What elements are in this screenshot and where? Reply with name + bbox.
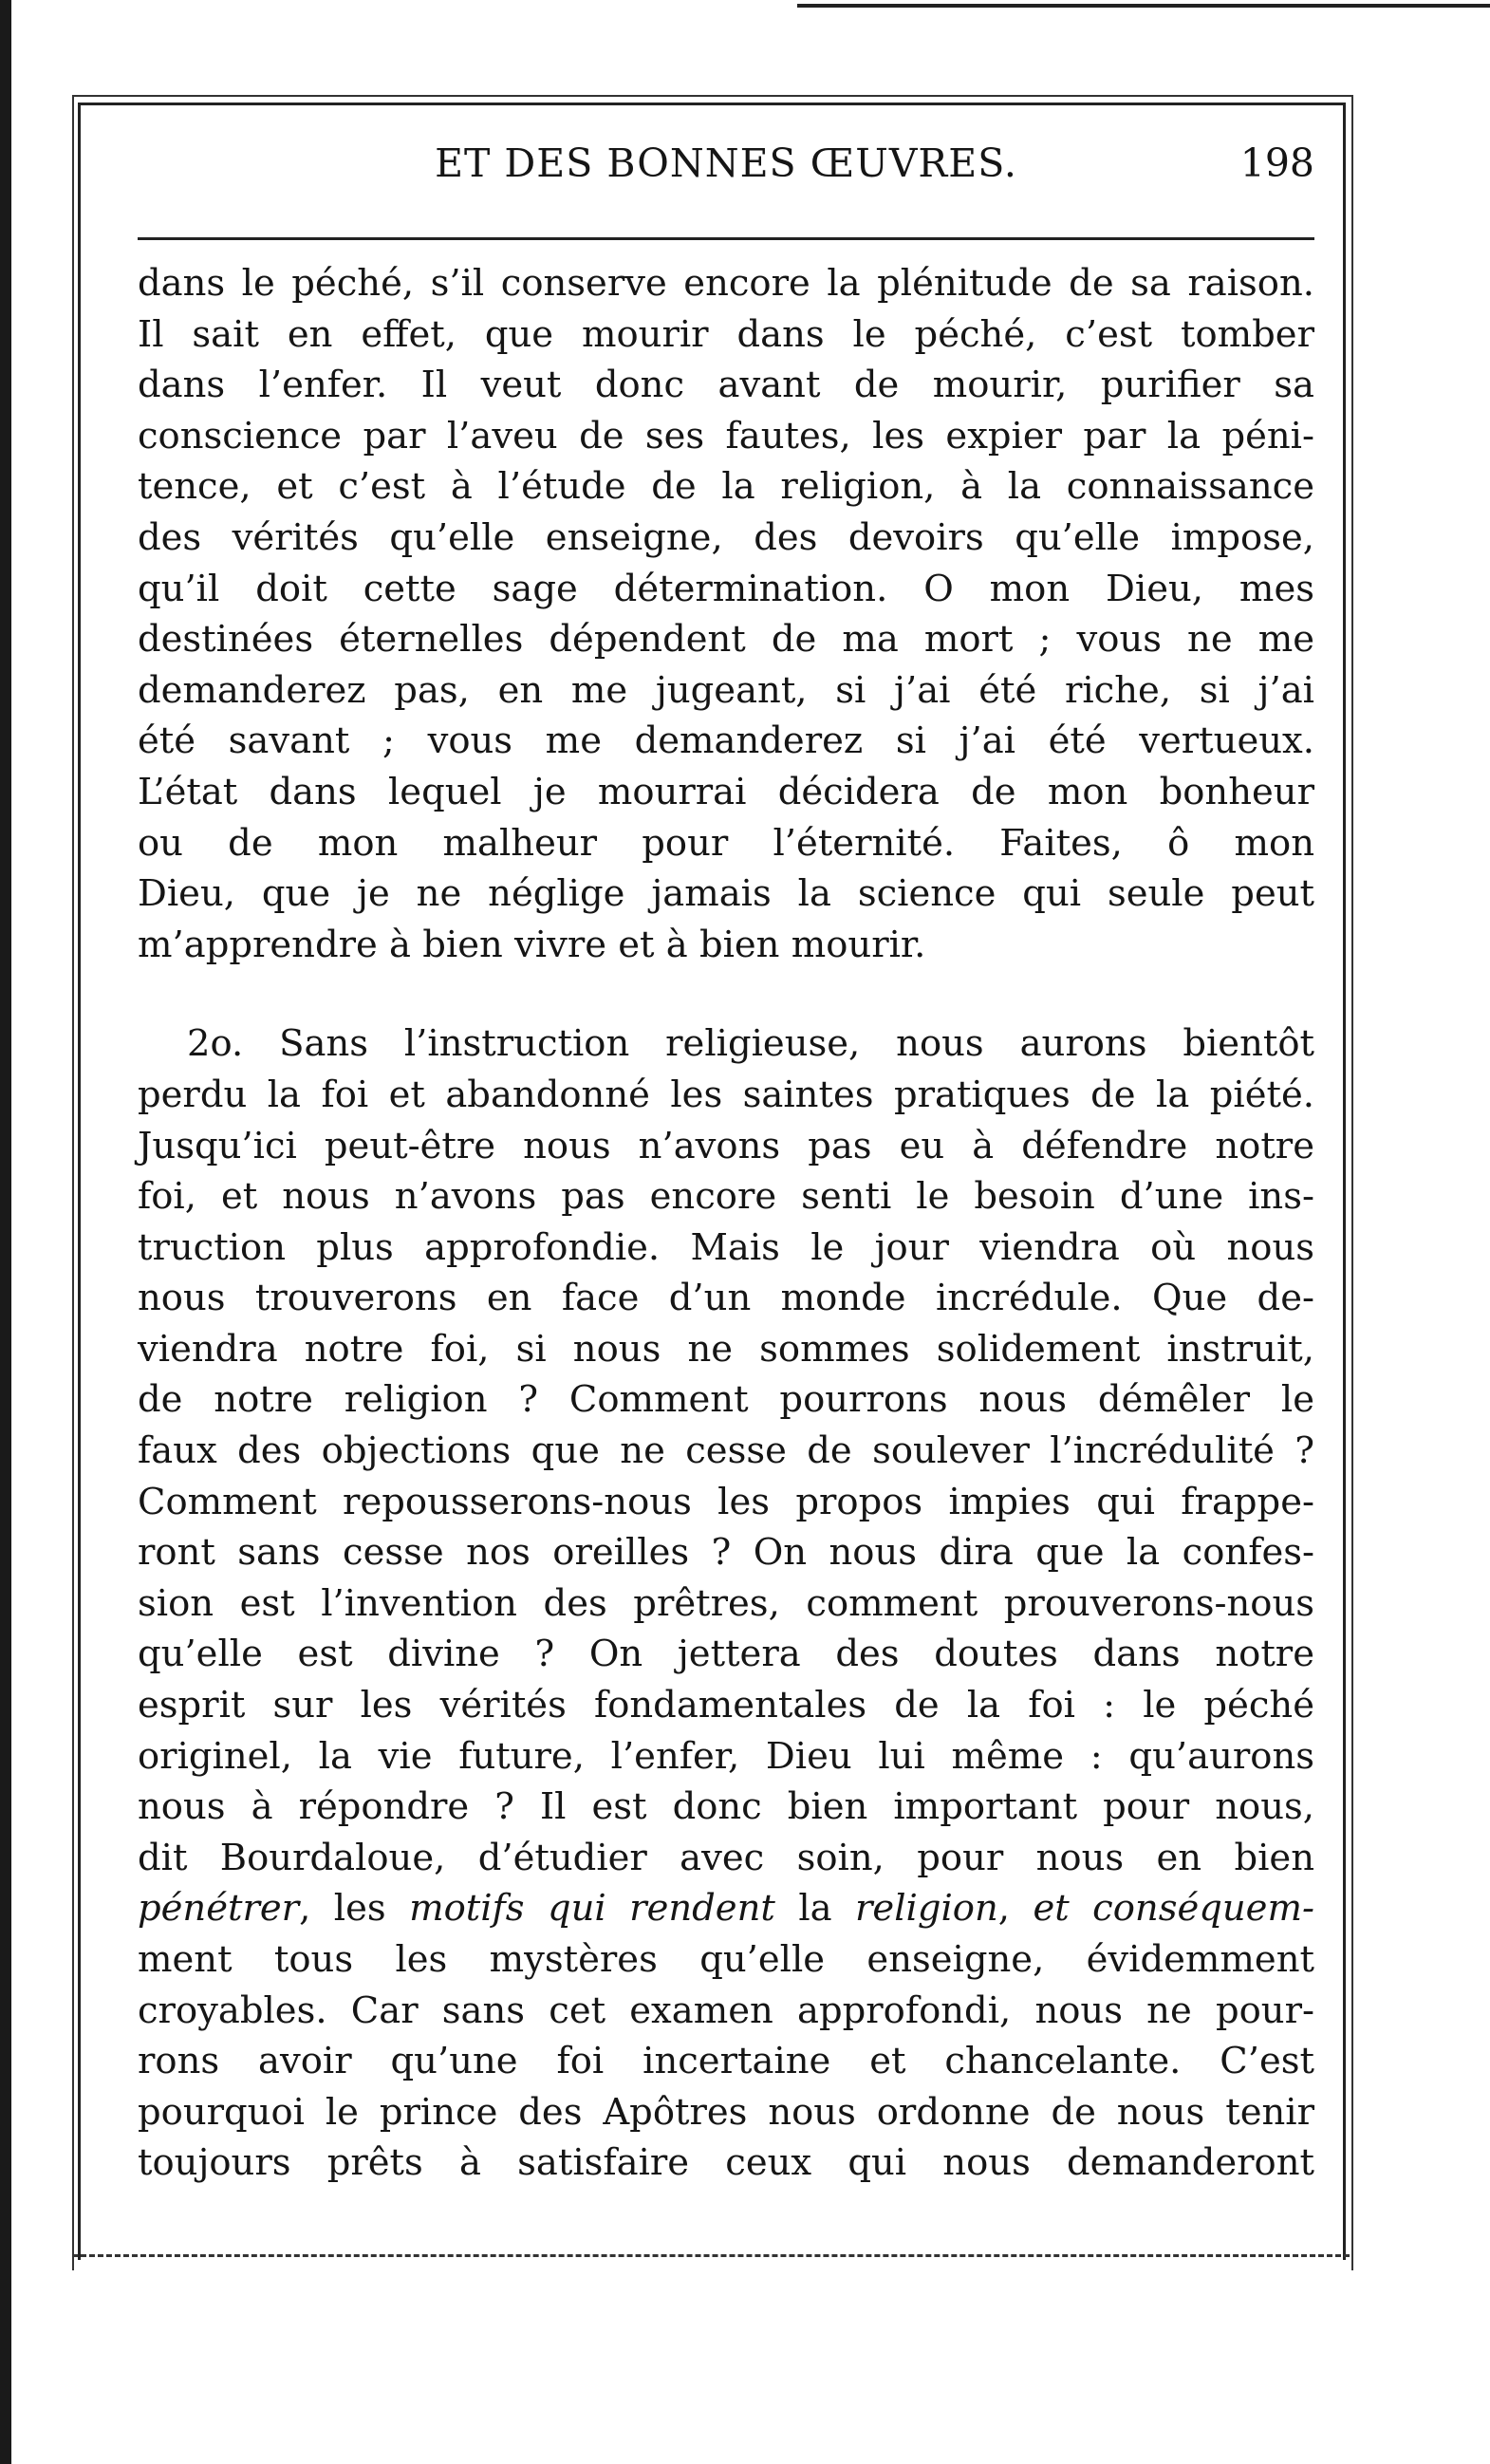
text-line: Il sait en effet, que mourir dans le péché, c’est tomber xyxy=(138,312,1314,356)
text-line: rons avoir qu’une foi incertaine et chancelante. C’est xyxy=(138,2040,1314,2083)
header-rule xyxy=(138,237,1314,240)
text-line: croyables. Car sans cet examen approfondi, nous ne pour- xyxy=(138,1988,1314,2032)
text-line: qu’il doit cette sage détermination. O mon Dieu, mes xyxy=(138,567,1314,610)
text-line: Dieu, que je ne néglige jamais la science qui seule peut xyxy=(138,872,1314,916)
text-line: sion est l’invention des prêtres, comment prouverons-nous xyxy=(138,1581,1314,1625)
text-line: faux des objections que ne cesse de soulever l’incrédulité ? xyxy=(138,1429,1314,1473)
text-line-mixed-italic xyxy=(138,1883,1314,1934)
text-line: ront sans cesse nos oreilles ? On nous dira que la confes- xyxy=(138,1531,1314,1575)
italic-text: religion xyxy=(855,1887,998,1931)
text-line: nous à répondre ? Il est donc bien important pour nous, xyxy=(138,1785,1314,1829)
italic-text: pénétrer xyxy=(138,1887,300,1931)
text-line: pourquoi le prince des Apôtres nous ordonne de nous tenir xyxy=(138,2090,1314,2134)
text-line: 2o. Sans l’instruction religieuse, nous aurons bientôt xyxy=(187,1022,1314,1066)
roman-text: la xyxy=(774,1887,856,1931)
scan-edge xyxy=(0,0,11,2464)
italic-text: et conséquem- xyxy=(1033,1887,1314,1931)
text-line: qu’elle est divine ? On jettera des doutes dans notre xyxy=(138,1633,1314,1676)
italic-text: motifs qui rendent xyxy=(409,1887,775,1931)
text-line: tence, et c’est à l’étude de la religion, à la connaissance xyxy=(138,465,1314,509)
scan-edge-top xyxy=(797,4,1490,8)
text-line: m’apprendre à bien vivre et à bien mourir. xyxy=(138,923,926,966)
text-line: L’état dans lequel je mourrai décidera de mon bonheur xyxy=(138,770,1314,813)
page-frame-bottom xyxy=(72,2254,1350,2257)
text-line: conscience par l’aveu de ses fautes, les expier par la péni- xyxy=(138,414,1314,457)
text-line: destinées éternelles dépendent de ma mort ; vous ne me xyxy=(138,618,1314,662)
roman-text: , les xyxy=(299,1887,410,1931)
text-line: ment tous les mystères qu’elle enseigne, évidemment xyxy=(138,1938,1314,1981)
text-line: été savant ; vous me demanderez si j’ai été vertueux. xyxy=(138,719,1314,763)
text-line: dans l’enfer. Il veut donc avant de mourir, purifier sa xyxy=(138,364,1314,407)
page-number: 198 xyxy=(1239,140,1314,186)
paragraph-gap xyxy=(138,970,1314,1018)
text-line: truction plus approfondie. Mais le jour viendra où nous xyxy=(138,1225,1314,1269)
text-line: foi, et nous n’avons pas encore senti le besoin d’une ins- xyxy=(138,1175,1314,1219)
running-title: ET DES BONNES ŒUVRES. xyxy=(435,140,1017,186)
text-line: dans le péché, s’il conserve encore la plénitude de sa raison. xyxy=(138,262,1314,305)
text-line: de notre religion ? Comment pourrons nous démêler le xyxy=(138,1378,1314,1422)
text-line: esprit sur les vérités fondamentales de la foi : le péché xyxy=(138,1684,1314,1727)
text-line: Comment repousserons-nous les propos impies qui frappe- xyxy=(138,1480,1314,1523)
roman-text: , xyxy=(997,1887,1034,1931)
text-line: des vérités qu’elle enseigne, des devoirs qu’elle impose, xyxy=(138,515,1314,559)
text-line: nous trouverons en face d’un monde incrédule. Que de- xyxy=(138,1277,1314,1320)
text-line: perdu la foi et abandonné les saintes pratiques de la piété. xyxy=(138,1073,1314,1116)
text-line: viendra notre foi, si nous ne sommes solidement instruit, xyxy=(138,1327,1314,1371)
text-line: dit Bourdaloue, d’étudier avec soin, pour nous en bien xyxy=(138,1836,1314,1879)
paragraph-1 xyxy=(138,258,1314,970)
text-line: ou de mon malheur pour l’éternité. Faites, ô mon xyxy=(138,821,1314,865)
text-line: originel, la vie future, l’enfer, Dieu lui même : qu’aurons xyxy=(138,1734,1314,1778)
body-text xyxy=(138,258,1314,2189)
text-line: toujours prêts à satisfaire ceux qui nous demanderont xyxy=(138,2141,1314,2185)
page-header xyxy=(138,140,1314,197)
paragraph-2 xyxy=(138,1018,1314,2189)
text-line: demanderez pas, en me jugeant, si j’ai été riche, si j’ai xyxy=(138,668,1314,712)
text-line: Jusqu’ici peut-être nous n’avons pas eu à défendre notre xyxy=(138,1124,1314,1167)
